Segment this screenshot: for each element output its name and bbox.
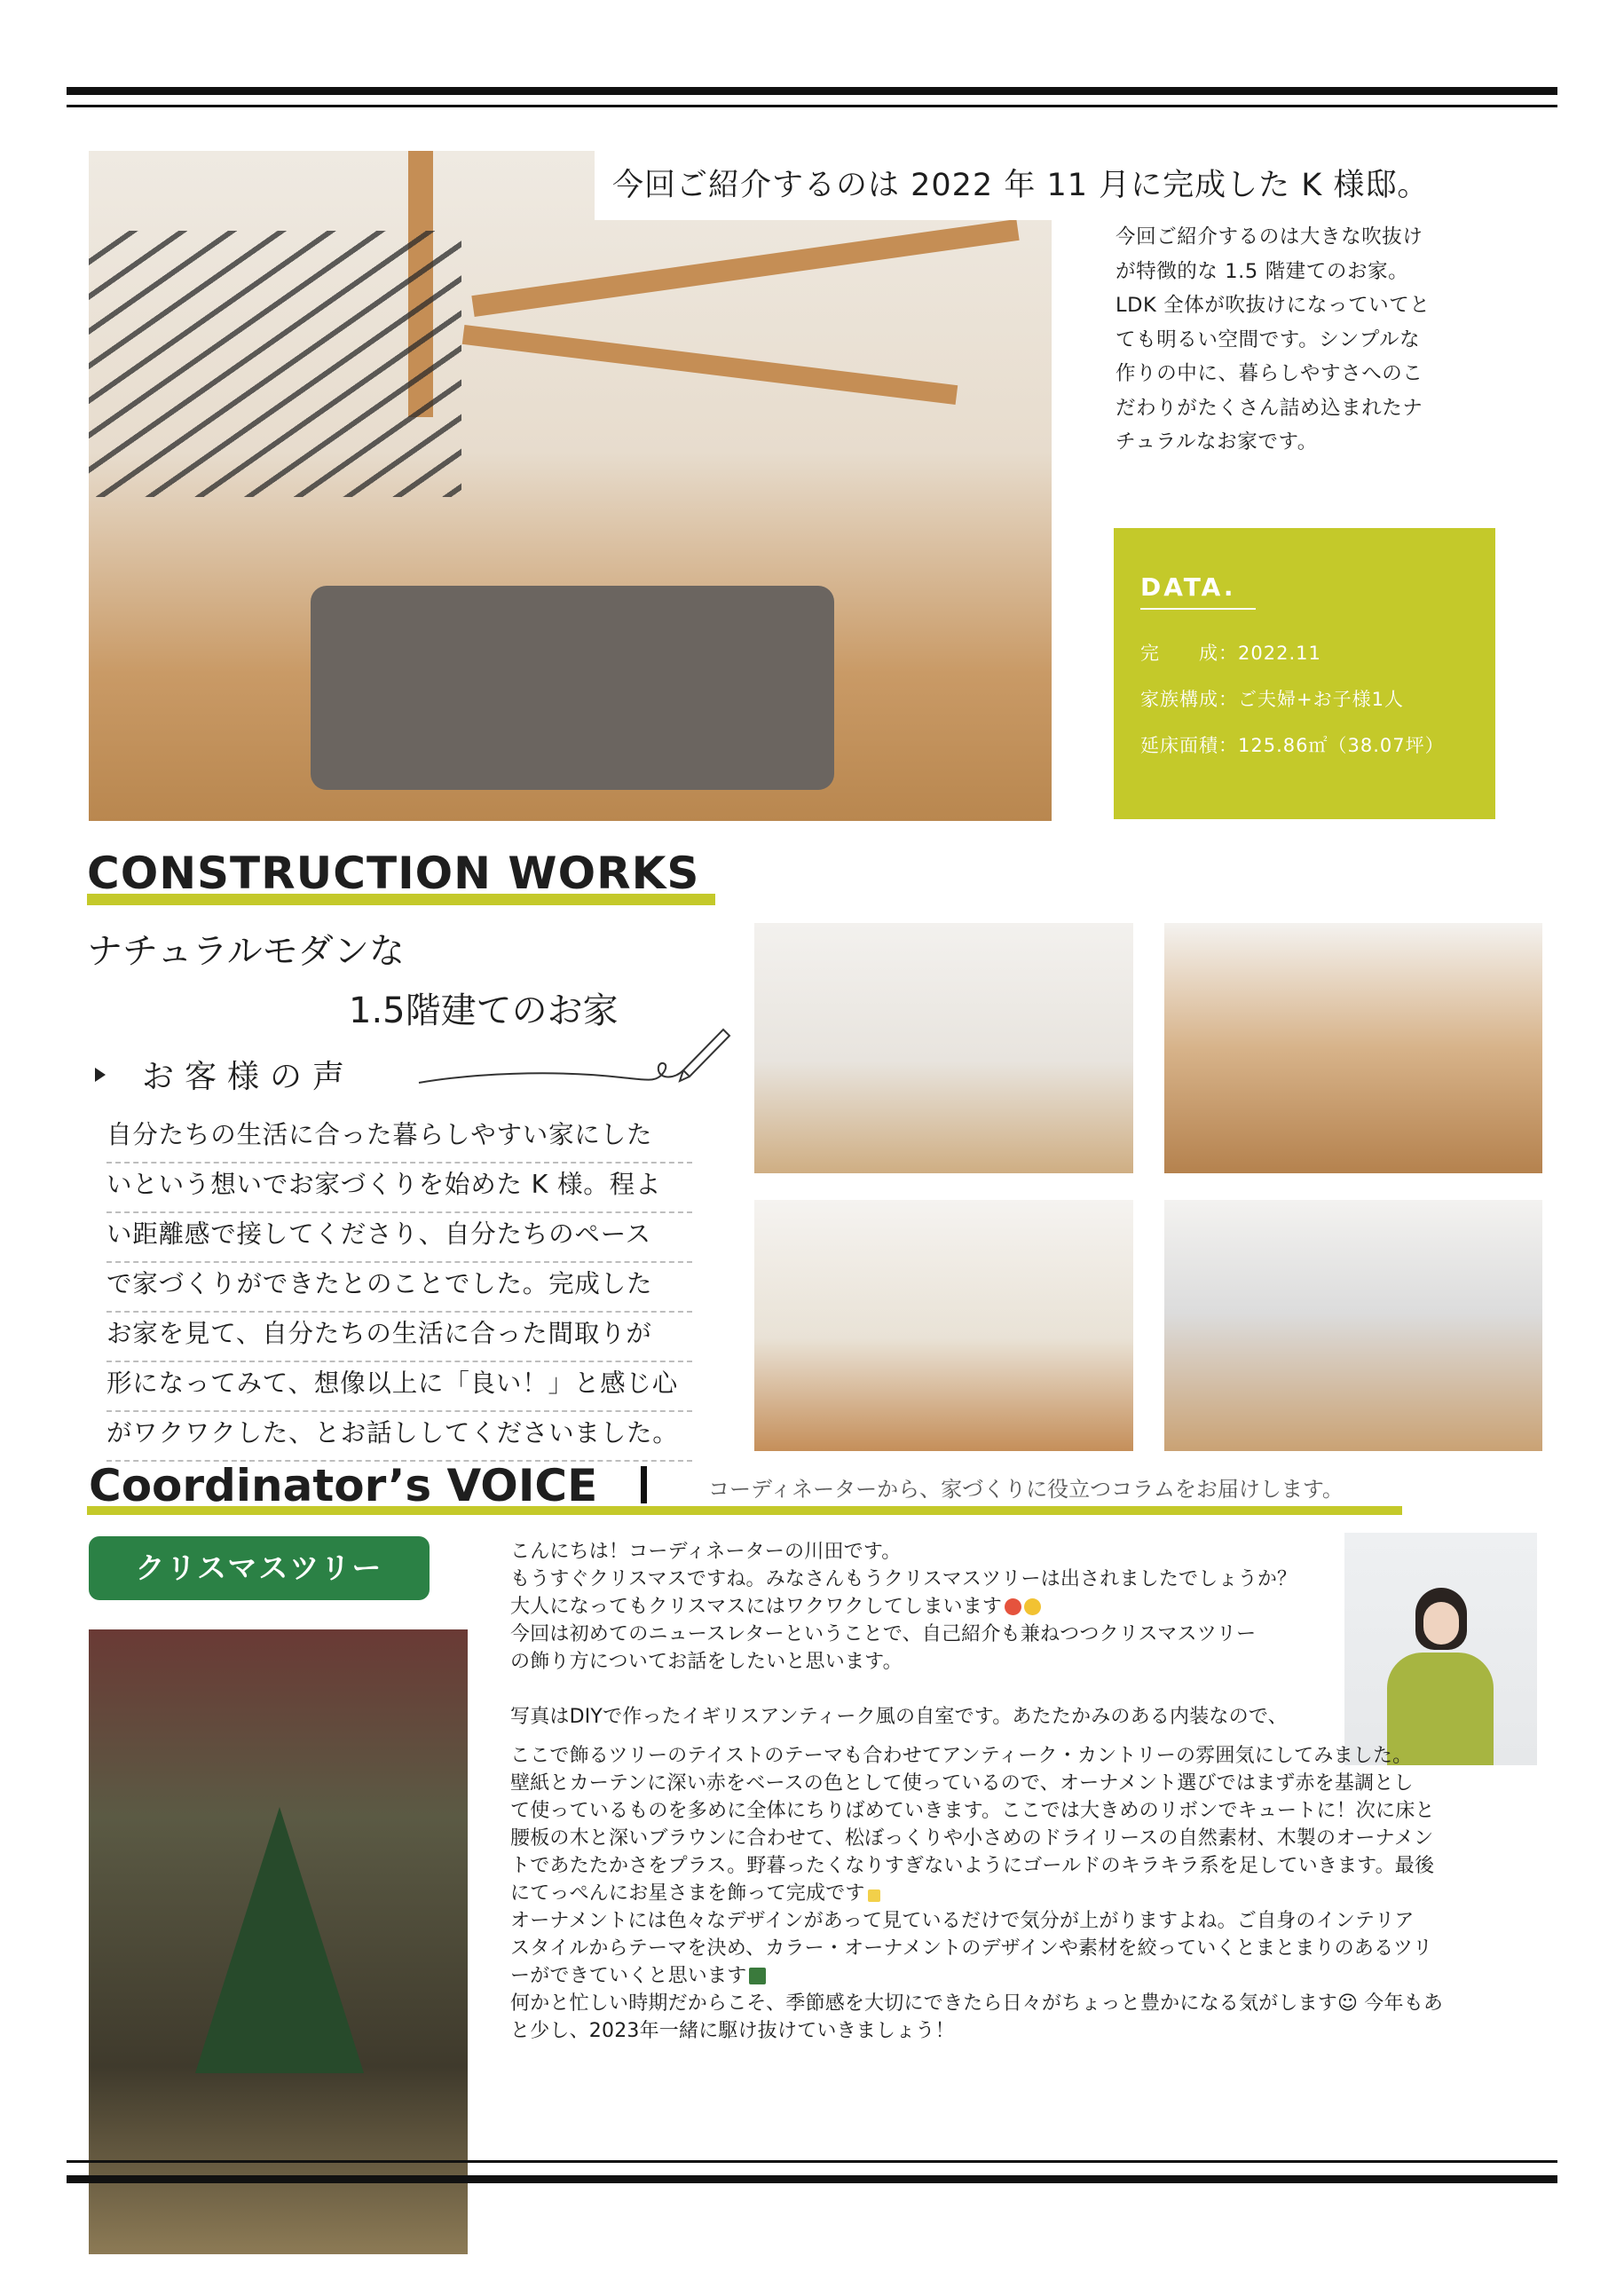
data-floor-area: 延床面積：125.86㎡（38.07坪） — [1140, 735, 1445, 756]
tree-emoji-icon — [749, 1968, 766, 1984]
article-line: 今回は初めてのニュースレターということで、自己紹介も兼ねつつクリスマスツリー — [510, 1623, 1257, 1645]
voice-line: がワクワクした、とお話ししてくださいました。 — [106, 1412, 692, 1462]
photo-beams-from-above — [1164, 923, 1542, 1173]
triangle-bullet-icon — [95, 1068, 106, 1082]
bottom-rule-thin — [67, 2160, 1557, 2163]
article-line — [510, 1676, 1353, 1703]
intro-line: が特徴的な 1.5 階建てのお家。 — [1116, 259, 1409, 283]
sparkle-emoji-icon — [868, 1889, 880, 1902]
intro-line: だわりがたくさん詰め込まれたナ — [1116, 396, 1423, 420]
article-line — [510, 1962, 1549, 1990]
article-line — [510, 1593, 1353, 1621]
data-family: 家族構成：ご夫婦+お子様1人 — [1140, 689, 1404, 710]
article-line-text: 大人になってもクリスマスにはワクワクしてしまいます — [510, 1596, 1003, 1618]
photo-study-desk — [1164, 1200, 1542, 1451]
article-line-text: ーができていくと思います — [510, 1965, 747, 1987]
voice-line: い距離感で接してくださり、自分たちのペース — [106, 1213, 692, 1263]
coordinator-portrait — [1344, 1533, 1537, 1765]
customer-voice-label: お客様の声 — [142, 1059, 356, 1095]
article-line: ここで飾るツリーのテイストのテーマも合わせてアンティーク・カントリーの雰囲気にしてみました。 — [510, 1745, 1413, 1767]
voice-line: 形になってみて、想像以上に「良い！」と感じ心 — [106, 1362, 692, 1412]
coordinator-tagline: コーディネーターから、家づくりに役立つコラムをお届けします。 — [708, 1477, 1344, 1502]
article-line: こんにちは！コーディネーターの川田です。 — [510, 1541, 902, 1563]
article-line-text: にてっぺんにお星さまを飾って完成です — [510, 1882, 865, 1905]
intro-line: チュラルなお家です。 — [1116, 430, 1318, 454]
feature-headline: 今回ご紹介するのは 2022 年 11 月に完成した K 様邸。 — [595, 151, 1557, 220]
bottom-rule-thick — [67, 2175, 1557, 2183]
intro-line: LDK 全体が吹抜けになっていてと — [1116, 294, 1431, 317]
article-line: と少し、2023年一緒に駆け抜けていきましょう！ — [510, 2020, 955, 2042]
article-line: 写真はDIYで作ったイギリスアンティーク風の自室です。あたたかみのある内装なので、 — [510, 1706, 1288, 1728]
article-line: トであたたかさをプラス。野暮ったくなりすぎないようにゴールドのキラキラ系を足していきます。最後 — [510, 1855, 1435, 1877]
article-line: の飾り方についてお話をしたいと思います。 — [510, 1651, 903, 1673]
photo-washroom-closet — [754, 1200, 1133, 1451]
data-box — [1114, 528, 1495, 819]
data-title: DATA. — [1140, 572, 1236, 602]
article-line: 壁紙とカーテンに深い赤をベースの色として使っているので、オーナメント選びではまず赤を基調とし — [510, 1772, 1414, 1795]
article-line: て使っているものを多めに全体にちりばめていきます。ここでは大きめのリボンでキュートに！次に床と — [510, 1800, 1435, 1822]
topic-button: クリスマスツリー — [89, 1536, 430, 1600]
intro-text — [1116, 220, 1497, 460]
article-line: もうすぐクリスマスですね。みなさんもうクリスマスツリーは出されましたでしょうか？ — [510, 1568, 1297, 1590]
voice-line: いという想いでお家づくりを始めた K 様。程よ — [106, 1164, 692, 1213]
customer-voice-text — [106, 1114, 692, 1462]
sparkle-emoji-icon — [1024, 1598, 1041, 1615]
intro-line: 作りの中に、暮らしやすさへのこ — [1116, 362, 1423, 385]
voice-line: で家づくりができたとのことでした。完成した — [106, 1263, 692, 1313]
construction-subtitle-2: 1.5階建てのお家 — [349, 990, 619, 1031]
santa-emoji-icon — [1005, 1598, 1021, 1615]
intro-line: 今回ご紹介するのは大きな吹抜け — [1116, 225, 1423, 248]
data-completion: 完 成：2022.11 — [1140, 643, 1321, 664]
construction-title: CONSTRUCTION WORKS — [87, 848, 700, 899]
article-line: 何かと忙しい時期だからこそ、季節感を大切にできたら日々がちょっと豊かになる気がします☺ 今年もあ — [510, 1992, 1444, 2015]
living-room-photo — [89, 151, 1052, 821]
photo-living-stairs — [754, 923, 1133, 1173]
construction-subtitle-1: ナチュラルモダンな — [87, 931, 405, 972]
pencil-squiggle-icon — [417, 1021, 732, 1092]
intro-line: ても明るい空間です。シンプルな — [1116, 327, 1421, 351]
article-top — [510, 1538, 1353, 1731]
coordinator-title-divider — [641, 1466, 647, 1503]
article-line — [510, 1880, 1549, 1907]
article-line: オーナメントには色々なデザインがあって見ているだけで気分が上がりますよね。ご自身のインテリア — [510, 1910, 1415, 1932]
data-title-underline — [1140, 608, 1256, 610]
top-rule-thick — [67, 87, 1557, 95]
voice-line: お家を見て、自分たちの生活に合った間取りが — [106, 1313, 692, 1362]
article-line: 腰板の木と深いブラウンに合わせて、松ぼっくりや小さめのドライリースの自然素材、木製のオーナメン — [510, 1827, 1434, 1850]
coordinator-title: Coordinator’s VOICE — [89, 1460, 598, 1511]
article-bottom — [510, 1742, 1549, 2045]
voice-line: 自分たちの生活に合った暮らしやすい家にした — [106, 1114, 692, 1164]
article-line: スタイルからテーマを決め、カラー・オーナメントのデザインや素材を絞っていくとまとまりのあるツリ — [510, 1937, 1433, 1960]
top-rule-thin — [67, 105, 1557, 107]
